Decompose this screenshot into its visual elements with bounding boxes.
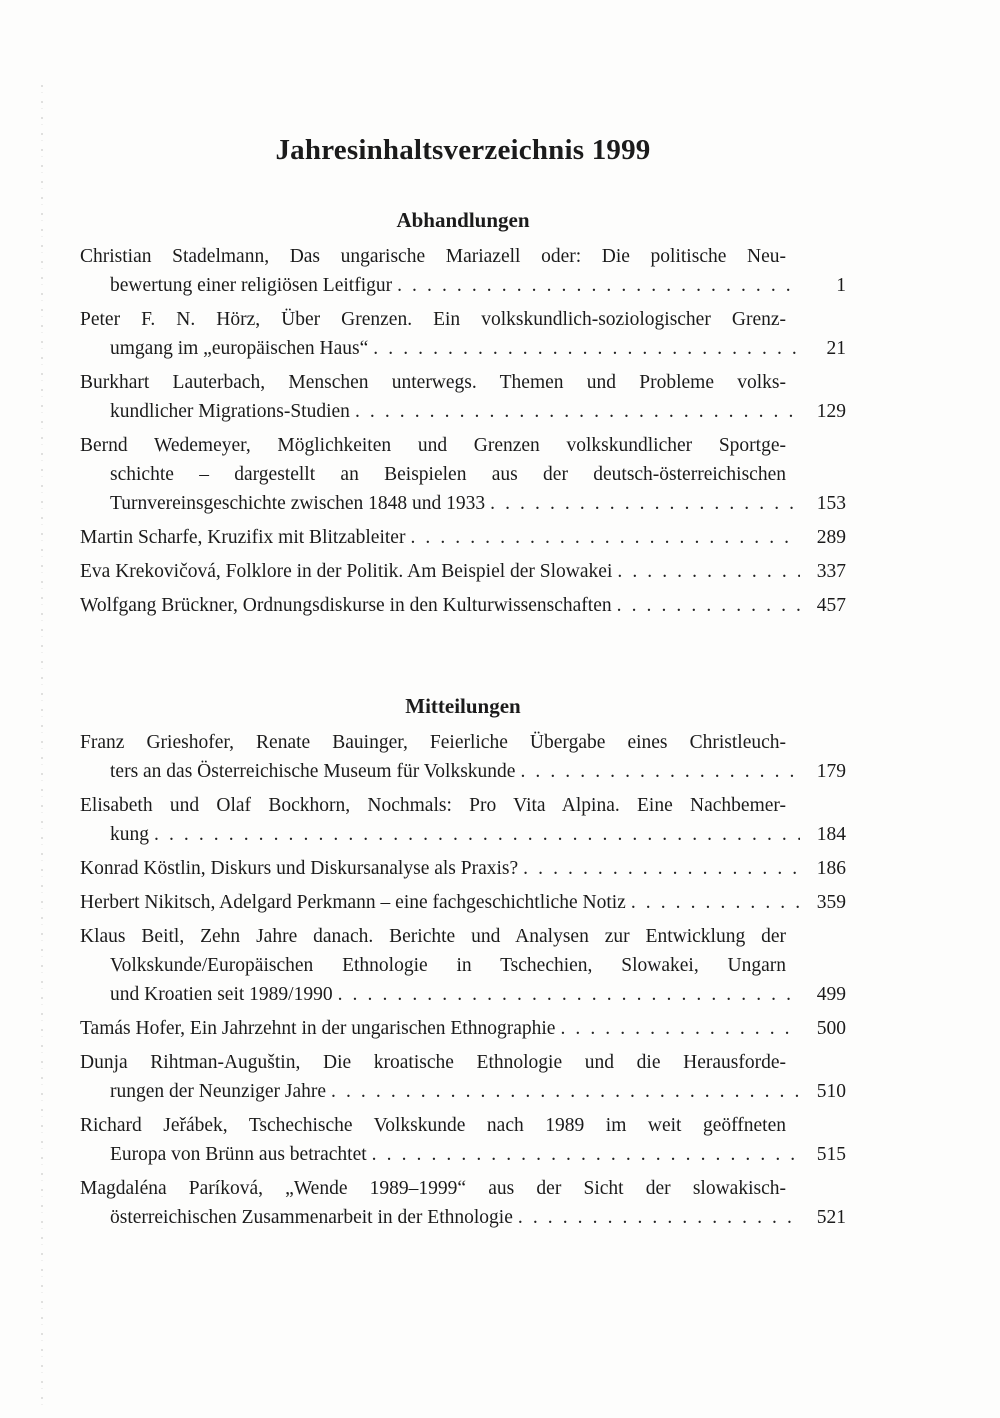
entry-text: Klaus Beitl, Zehn Jahre danach. Berichte und Analysen zur Entwicklung der xyxy=(80,926,786,947)
toc-entry xyxy=(80,728,846,786)
entry-page-number: 510 xyxy=(816,1081,846,1102)
entry-line xyxy=(80,1174,786,1203)
section-entries xyxy=(80,242,846,620)
entry-page-number: 184 xyxy=(816,824,846,845)
entry-text: Turnvereinsgeschichte zwischen 1848 und 1933 xyxy=(110,493,486,514)
entry-text: und Kroatien seit 1989/1990 xyxy=(110,984,333,1005)
dot-leader xyxy=(518,1203,800,1232)
entry-line xyxy=(110,980,846,1009)
toc-content xyxy=(80,133,846,1237)
dot-leader xyxy=(617,591,800,620)
entry-text: Herbert Nikitsch, Adelgard Perkmann – eine fachgeschichtliche Notiz xyxy=(80,892,626,913)
entry-text: umgang im „europäischen Haus“ xyxy=(110,338,369,359)
entry-text: Dunja Rihtman-Auguštin, Die kroatische Ethnologie und die Herausforde- xyxy=(80,1052,786,1073)
entry-text: bewertung einer religiösen Leitfigur xyxy=(110,275,393,296)
entry-text: österreichischen Zusammenarbeit in der Ethnologie xyxy=(110,1207,513,1228)
entry-line xyxy=(80,1048,786,1077)
entry-text: schichte – dargestellt an Beispielen aus der deutsch-österreichischen xyxy=(110,464,786,485)
page-title: Jahresinhaltsverzeichnis 1999 xyxy=(275,134,651,166)
dot-leader xyxy=(338,980,800,1009)
dot-leader xyxy=(617,557,800,586)
section-entries xyxy=(80,728,846,1232)
dot-leader xyxy=(331,1077,800,1106)
entry-page-number: 289 xyxy=(816,527,846,548)
entry-line xyxy=(80,728,786,757)
entry-line xyxy=(80,922,786,951)
dot-leader xyxy=(355,397,800,426)
entry-line xyxy=(110,1140,846,1169)
toc-entry xyxy=(80,1048,846,1106)
entry-line xyxy=(80,591,846,620)
dot-leader xyxy=(490,489,800,518)
dot-leader xyxy=(373,334,800,363)
toc-entry xyxy=(80,791,846,849)
dot-leader xyxy=(520,757,800,786)
entry-text: Wolfgang Brückner, Ordnungsdiskurse in den Kulturwissenschaften xyxy=(80,595,612,616)
entry-line xyxy=(110,1203,846,1232)
toc-entry xyxy=(80,888,846,917)
entry-text: rungen der Neunziger Jahre xyxy=(110,1081,327,1102)
entry-page-number: 457 xyxy=(816,595,846,616)
entry-page-number: 515 xyxy=(816,1144,846,1165)
toc-entry xyxy=(80,854,846,883)
section-heading-mitteilungen: Mitteilungen xyxy=(405,694,521,718)
entry-line xyxy=(110,460,786,489)
entry-text: ters an das Österreichische Museum für Volkskunde xyxy=(110,761,516,782)
entry-line xyxy=(110,1077,846,1106)
entry-page-number: 179 xyxy=(816,761,846,782)
entry-text: Christian Stadelmann, Das ungarische Mariazell oder: Die politische Neu- xyxy=(80,246,786,267)
dot-leader xyxy=(631,888,800,917)
entry-line xyxy=(110,397,846,426)
dot-leader xyxy=(410,523,800,552)
entry-text: kung xyxy=(110,824,149,845)
entry-line xyxy=(110,334,846,363)
entry-page-number: 521 xyxy=(816,1207,846,1228)
entry-text: kundlicher Migrations-Studien xyxy=(110,401,350,422)
entry-line xyxy=(110,820,846,849)
toc-entry xyxy=(80,922,846,1009)
entry-line xyxy=(80,431,786,460)
entry-text: Burkhart Lauterbach, Menschen unterwegs. Themen und Probleme volks- xyxy=(80,372,786,393)
dot-leader xyxy=(560,1014,800,1043)
entry-text: Konrad Köstlin, Diskurs und Diskursanalyse als Praxis? xyxy=(80,858,519,879)
entry-line xyxy=(80,854,846,883)
toc-entry xyxy=(80,1111,846,1169)
entry-text: Magdaléna Paríková, „Wende 1989–1999“ aus der Sicht der slowakisch- xyxy=(80,1178,786,1199)
entry-line xyxy=(80,242,786,271)
entry-line xyxy=(110,489,846,518)
entry-text: Elisabeth und Olaf Bockhorn, Nochmals: Pro Vita Alpina. Eine Nachbemer- xyxy=(80,795,786,816)
dot-leader xyxy=(523,854,800,883)
entry-line xyxy=(80,791,786,820)
entry-page-number: 500 xyxy=(816,1018,846,1039)
toc-entry xyxy=(80,1174,846,1232)
entry-text: Richard Jeřábek, Tschechische Volkskunde nach 1989 im weit geöffneten xyxy=(80,1115,786,1136)
entry-page-number: 499 xyxy=(816,984,846,1005)
dot-leader xyxy=(397,271,800,300)
entry-text: Volkskunde/Europäischen Ethnologie in Tschechien, Slowakei, Ungarn xyxy=(110,955,786,976)
dot-leader xyxy=(372,1140,800,1169)
entry-line xyxy=(80,557,846,586)
toc-entry xyxy=(80,523,846,552)
entry-line xyxy=(80,1014,846,1043)
dot-leader xyxy=(154,820,800,849)
toc-entry xyxy=(80,242,846,300)
entry-text: Bernd Wedemeyer, Möglichkeiten und Grenzen volkskundlicher Sportge- xyxy=(80,435,786,456)
entry-text: Eva Krekovičová, Folklore in der Politik. Am Beispiel der Slowakei xyxy=(80,561,613,582)
entry-page-number: 337 xyxy=(816,561,846,582)
entry-page-number: 359 xyxy=(816,892,846,913)
entry-line xyxy=(80,305,786,334)
entry-line xyxy=(110,757,846,786)
entry-line xyxy=(110,271,846,300)
entry-text: Martin Scharfe, Kruzifix mit Blitzableiter xyxy=(80,527,406,548)
toc-entry xyxy=(80,557,846,586)
entry-page-number: 153 xyxy=(816,493,846,514)
entry-line xyxy=(80,368,786,397)
entry-text: Peter F. N. Hörz, Über Grenzen. Ein volkskundlich-soziologischer Grenz- xyxy=(80,309,786,330)
toc-entry xyxy=(80,1014,846,1043)
entry-line xyxy=(80,1111,786,1140)
entry-text: Franz Grieshofer, Renate Bauinger, Feierliche Übergabe eines Christleuch- xyxy=(80,732,786,753)
scan-artifact-dotted-line xyxy=(41,85,43,1405)
toc-entry xyxy=(80,368,846,426)
entry-line xyxy=(80,523,846,552)
entry-line xyxy=(110,951,786,980)
entry-page-number: 129 xyxy=(816,401,846,422)
toc-entry xyxy=(80,591,846,620)
entry-text: Tamás Hofer, Ein Jahrzehnt in der ungarischen Ethnographie xyxy=(80,1018,556,1039)
section-heading-abhandlungen: Abhandlungen xyxy=(396,208,530,232)
toc-entry xyxy=(80,431,846,518)
entry-page-number: 186 xyxy=(816,858,846,879)
toc-entry xyxy=(80,305,846,363)
entry-page-number: 21 xyxy=(826,338,846,359)
entry-text: Europa von Brünn aus betrachtet xyxy=(110,1144,367,1165)
entry-line xyxy=(80,888,846,917)
entry-page-number: 1 xyxy=(836,275,846,296)
